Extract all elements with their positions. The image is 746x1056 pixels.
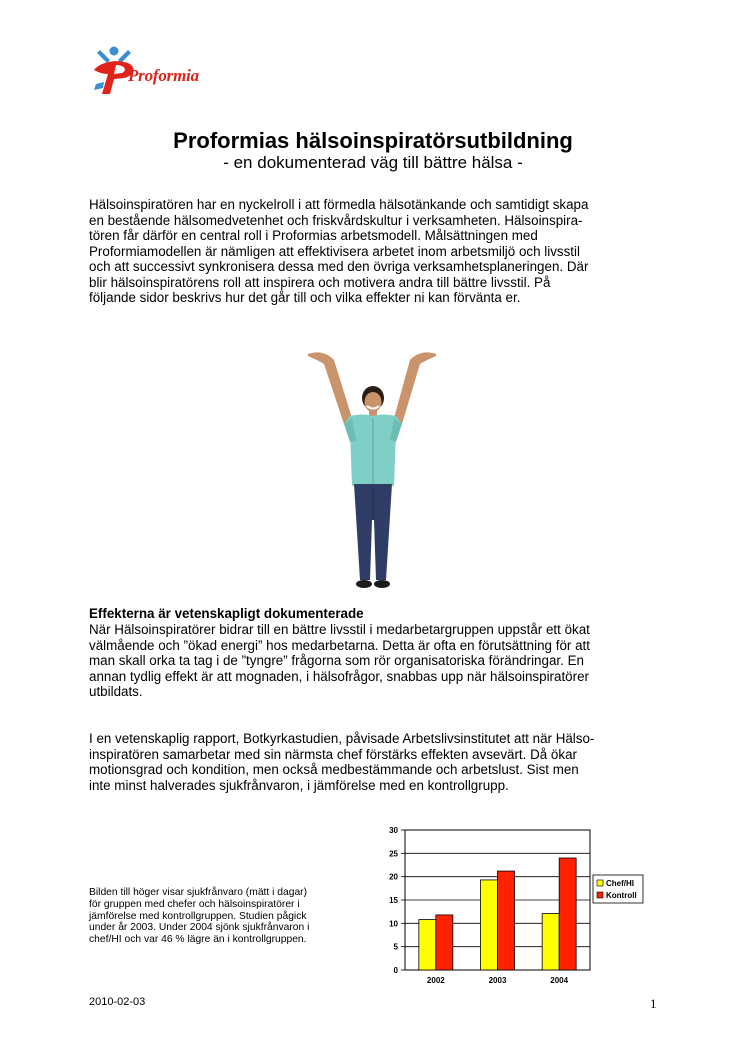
text-line: Proformiamodellen är nämligen att effektivisera arbetet inom arbetsmiljö och livsstil <box>89 243 580 259</box>
x-tick-label: 2004 <box>550 976 569 985</box>
footer-date: 2010-02-03 <box>89 996 146 1008</box>
caption-line: Bilden till höger visar sjukfrånvaro (mätt i dagar) <box>89 887 308 898</box>
proformia-logo <box>90 44 205 100</box>
text-line: tören får därför en central roll i Proformias arbetsmodell. Målsättningen med <box>89 228 538 243</box>
text-line: följande sidor beskrivs hur det går till och vilka effekter ni kan förvänta er. <box>89 290 521 305</box>
text-line: blir hälsoinspiratörens roll att inspirera och motivera andra till bättre livsstil. På <box>89 274 551 290</box>
text-line: utbildats. <box>89 684 143 699</box>
text-line: och att successivt synkronisera dessa med den övriga verksamhetsplaneringen. Där <box>89 259 589 274</box>
logo-wordmark: Proformia <box>128 66 199 85</box>
page-title: Proformias hälsoinspiratörsutbildning <box>173 128 573 153</box>
study-paragraph <box>89 731 669 793</box>
bar-chefhi-2002 <box>419 920 436 970</box>
text-line: När Hälsoinspiratörer bidrar till en bättre livsstil i medarbetargruppen uppstår ett ökat <box>89 622 590 637</box>
text-line: motionsgrad och kondition, men också medbestämmande och arbetslust. Sist men <box>89 762 579 777</box>
caption-line: jämförelse med kontrollgruppen. Studien pågick <box>89 910 307 922</box>
page-number: 1 <box>650 996 657 1011</box>
x-tick-label: 2002 <box>426 976 445 985</box>
text-line: inte minst halverades sjukfrånvaron, i jämförelse med en kontrollgrupp. <box>89 777 509 793</box>
y-tick-label: 15 <box>389 896 398 905</box>
bar-kontroll-2004 <box>559 858 576 970</box>
sick-leave-chart <box>365 820 655 985</box>
effects-paragraph <box>89 622 669 700</box>
text-line: man skall orka ta tag i de ”tyngre” frågorna som rör organisatoriska förändringar. En <box>89 653 584 668</box>
text-line: annan tydlig effekt är att mognaden, i hälsofrågor, snabbas upp när hälsoinspiratörer <box>89 668 589 684</box>
intro-paragraph <box>89 197 669 306</box>
text-line: I en vetenskaplig rapport, Botkyrkastudien, påvisade Arbetslivsinstitutet att när Hälso- <box>89 731 595 746</box>
legend-label: Kontroll <box>606 891 637 900</box>
bar-chefhi-2004 <box>542 914 559 970</box>
legend-label: Chef/HI <box>606 879 634 888</box>
page-subtitle: - en dokumenterad väg till bättre hälsa - <box>223 153 523 172</box>
x-tick-label: 2003 <box>488 976 507 985</box>
caption-line: för gruppen med chefer och hälsoinspiratörer i <box>89 898 300 910</box>
legend-swatch <box>597 880 603 886</box>
chart-caption <box>89 887 369 946</box>
bar-kontroll-2002 <box>436 915 453 970</box>
y-tick-label: 25 <box>389 849 398 859</box>
y-tick-label: 20 <box>389 872 398 882</box>
bar-chart <box>365 820 655 985</box>
bar-kontroll-2003 <box>498 871 515 970</box>
caption-line: under år 2003. Under 2004 sjönk sjukfrånvaron i <box>89 922 310 934</box>
y-tick-label: 30 <box>389 826 398 835</box>
y-tick-label: 10 <box>389 919 398 929</box>
text-line: Hälsoinspiratören har en nyckelroll i att förmedla hälsotänkande och samtidigt skapa <box>89 197 589 212</box>
y-tick-label: 5 <box>393 942 398 952</box>
text-line: inspiratören samarbetar med sin närmsta chef förstärks effekten avsevärt. Då ökar <box>89 746 577 762</box>
section-heading: Effekterna är vetenskapligt dokumenterade <box>89 606 364 621</box>
woman-arms-raised-image <box>300 348 446 592</box>
text-line: en bestående hälsomedvetenhet och friskvårdskultur i verksamheten. Hälsoinspira- <box>89 212 583 228</box>
text-line: välmående och ”ökad energi” hos medarbetarna. Detta är ofta en förutsättning för att <box>89 637 590 653</box>
legend-swatch <box>597 892 603 898</box>
bar-chefhi-2003 <box>481 880 498 970</box>
y-tick-label: 0 <box>393 966 398 975</box>
caption-line: chef/HI och var 46 % lägre än i kontrollgruppen. <box>89 934 307 946</box>
